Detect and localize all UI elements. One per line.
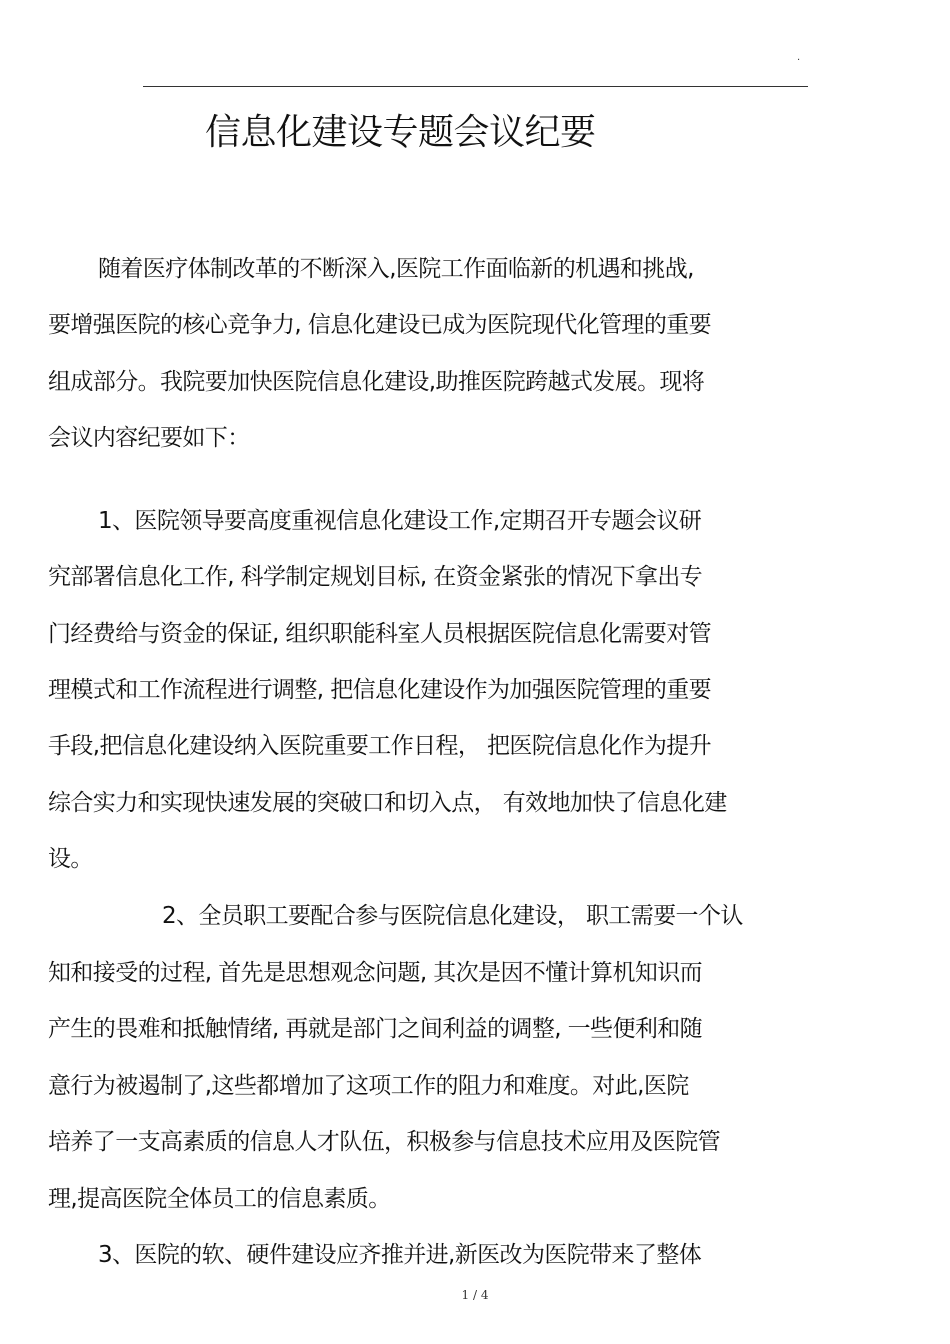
text-line: 3、医院的软、硬件建设应齐推并进,新医改为医院带来了整体 [98,1242,702,1268]
text-line: 随着医疗体制改革的不断深入,医院工作面临新的机遇和挑战, [98,256,694,282]
text-line: 会议内容纪要如下： [48,425,250,451]
text-line: 意行为被遏制了,这些都增加了这项工作的阻力和难度。对此,医院 [48,1073,689,1099]
text-line: 究部署信息化工作, 科学制定规划目标, 在资金紧张的情况下拿出专 [48,564,703,590]
text-line: 理,提高医院全体员工的信息素质。 [48,1186,391,1212]
header-rule [143,86,808,87]
text-line: 手段,把信息化建设纳入医院重要工作日程， 把医院信息化作为提升 [48,733,712,759]
text-line: 2、全员职工要配合参与医院信息化建设， 职工需要一个认 [162,903,743,929]
text-line: 培养了一支高素质的信息人才队伍，积极参与信息技术应用及医院管 [48,1129,721,1155]
page-indicator: 1 / 4 [461,1288,489,1302]
text-line: 产生的畏难和抵触情绪, 再就是部门之间利益的调整, 一些便利和随 [48,1016,703,1042]
text-line: 设。 [48,846,93,872]
text-line: 要增强医院的核心竞争力, 信息化建设已成为医院现代化管理的重要 [48,312,712,338]
text-line: 理模式和工作流程进行调整, 把信息化建设作为加强医院管理的重要 [48,677,712,703]
header-mark: . [797,52,801,63]
document-title: 信息化建设专题会议纪要 [205,112,596,153]
text-line: 门经费给与资金的保证, 组织职能科室人员根据医院信息化需要对管 [48,621,712,647]
text-line: 1、医院领导要高度重视信息化建设工作,定期召开专题会议研 [98,508,702,534]
text-line: 组成部分。我院要加快医院信息化建设,助推医院跨越式发展。现将 [48,369,705,395]
text-line: 知和接受的过程, 首先是思想观念问题, 其次是因不懂计算机知识而 [48,960,703,986]
text-line: 综合实力和实现快速发展的突破口和切入点， 有效地加快了信息化建 [48,790,727,816]
